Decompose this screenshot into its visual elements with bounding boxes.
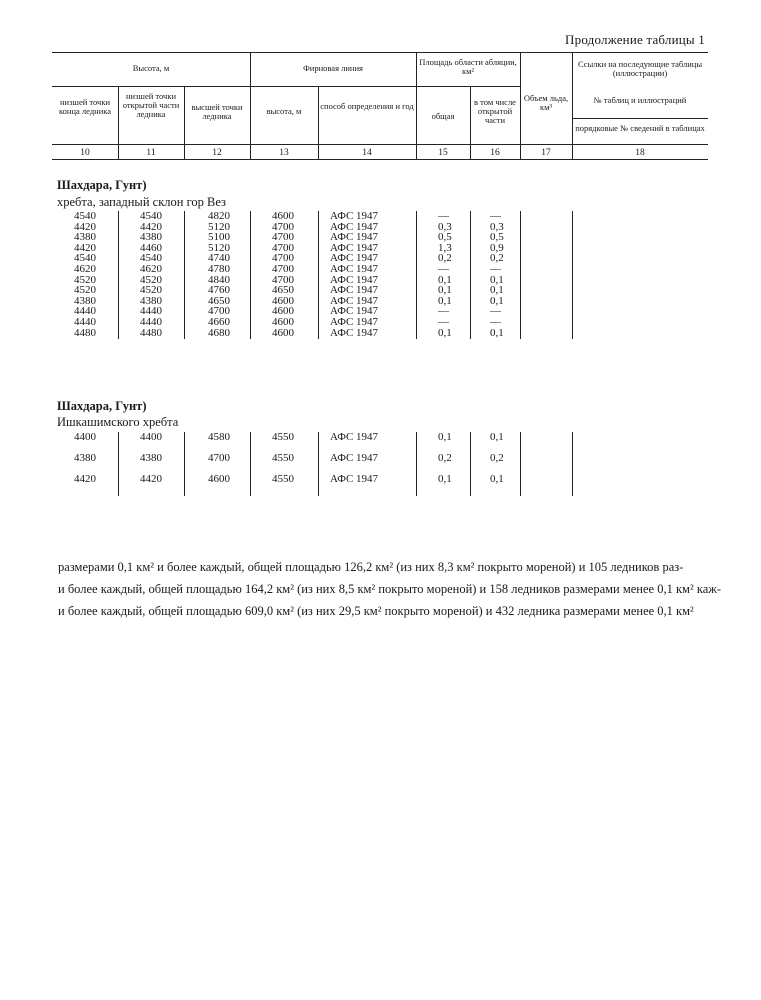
table-cell: 0,5 [490, 231, 504, 244]
table-cell: 4820 [208, 210, 230, 222]
column-divider [470, 211, 471, 339]
table-cell: 4440 [140, 305, 162, 318]
table-cell: 4680 [208, 326, 230, 339]
table-cell: 4620 [140, 263, 162, 275]
table-cell: 0,9 [490, 241, 504, 254]
table-cell: 4380 [74, 231, 96, 244]
table-cell: 0,2 [490, 452, 504, 464]
header-col14: способ определения и год [320, 101, 414, 111]
table-cell: 4740 [208, 252, 230, 265]
section-subtitle: хребта, западный склон гор Вез [57, 195, 226, 209]
table-cell: 0,2 [490, 252, 504, 265]
column-number: 14 [362, 148, 372, 158]
header-col10: низшей точки конца ледника [58, 97, 112, 116]
table-cell: 4400 [140, 431, 162, 443]
table-cell: АФС 1947 [330, 431, 379, 443]
table-cell: 4700 [208, 305, 230, 318]
table-cell: — [438, 263, 449, 275]
table-cell: 4650 [208, 294, 230, 307]
table-cell: 4600 [208, 473, 230, 485]
column-number: 13 [279, 148, 289, 158]
table-cell: 4550 [272, 452, 294, 464]
column-divider [520, 211, 521, 339]
data-block [52, 211, 708, 339]
table-cell: 4620 [74, 263, 96, 275]
table-cell: АФС 1947 [330, 241, 379, 254]
table-cell: 4600 [272, 210, 294, 222]
table-cell: 0,1 [490, 294, 504, 307]
table-cell: 4420 [74, 220, 96, 233]
table-cell: 4760 [208, 284, 230, 297]
table-cell: АФС 1947 [330, 316, 379, 328]
header-col16: в том числе открытой части [474, 97, 516, 125]
column-number: 12 [212, 148, 222, 158]
column-number: 11 [146, 148, 156, 158]
table-cell: 5120 [208, 241, 230, 254]
section-title: Шахдара, Гунт) [57, 399, 147, 413]
table-cell: 4420 [74, 473, 96, 485]
table-cell: 4650 [272, 284, 294, 297]
column-number: 18 [635, 148, 645, 158]
table-cell: 4700 [272, 273, 294, 286]
table-cell: АФС 1947 [330, 252, 379, 265]
column-divider [416, 432, 417, 496]
table-cell: — [438, 210, 449, 222]
table-cell: 4520 [74, 273, 96, 286]
table-cell: 4480 [74, 326, 96, 339]
table-cell: 4460 [140, 241, 162, 254]
table-cell: — [438, 316, 449, 328]
table-cell: 4380 [74, 294, 96, 307]
column-divider [250, 432, 251, 496]
column-number: 16 [490, 148, 500, 158]
table-cell: 4440 [74, 316, 96, 328]
header-refs-items: порядковые № сведений в таблицах [575, 123, 705, 133]
data-block [52, 432, 708, 496]
section-subtitle: Ишкашимского хребта [57, 415, 179, 429]
table-cell: АФС 1947 [330, 305, 379, 318]
table-cell: 4520 [140, 284, 162, 297]
table-cell: 0,1 [438, 273, 452, 286]
table-cell: АФС 1947 [330, 273, 379, 286]
table-cell: 4700 [272, 231, 294, 244]
table-cell: 4540 [74, 252, 96, 265]
header-col13: высота, м [266, 106, 302, 116]
table-cell: 4550 [272, 473, 294, 485]
table-cell: 1,3 [438, 241, 452, 254]
table-cell: — [490, 305, 501, 318]
table-cell: 4520 [140, 273, 162, 286]
table-cell: АФС 1947 [330, 452, 379, 464]
table-cell: 0,1 [490, 284, 504, 297]
table-cell: 4600 [272, 305, 294, 318]
table-cell: 4420 [140, 473, 162, 485]
column-divider [184, 211, 185, 339]
table-cell: АФС 1947 [330, 231, 379, 244]
table-cell: АФС 1947 [330, 210, 379, 222]
header-volume: Объем льда, км³ [523, 93, 569, 112]
table-cell: 4480 [140, 326, 162, 339]
table-cell: 4700 [272, 252, 294, 265]
table-cell: 4540 [140, 210, 162, 222]
table-cell: АФС 1947 [330, 326, 379, 339]
column-number: 17 [541, 148, 551, 158]
table-cell: 4380 [140, 231, 162, 244]
table-cell: 4550 [272, 431, 294, 443]
column-divider [416, 211, 417, 339]
table-cell: 0,2 [438, 252, 452, 265]
text-line: и более каждый, общей площадью 164,2 км² (из них 8,5 км² покрыто мореной) и 158 ледников размерами менее 0,1 км² каж- [58, 582, 722, 596]
table-cell: 4840 [208, 273, 230, 286]
table-cell: 4600 [272, 294, 294, 307]
table-cell: 4440 [140, 316, 162, 328]
table-cell: 4380 [74, 452, 96, 464]
table-cell: 0,2 [438, 452, 452, 464]
table-cell: 5100 [208, 231, 230, 244]
table-cell: 4420 [140, 220, 162, 233]
column-divider [318, 211, 319, 339]
column-divider [572, 432, 573, 496]
table-cell: 4780 [208, 263, 230, 275]
table-cell: 0,1 [490, 431, 504, 443]
table-cell: 4700 [272, 241, 294, 254]
column-divider [184, 432, 185, 496]
header-col11: низшей точки открытой части ледника [122, 91, 180, 119]
table-cell: — [438, 305, 449, 318]
column-divider [572, 211, 573, 339]
table-cell: 4540 [140, 252, 162, 265]
table-cell: 5120 [208, 220, 230, 233]
table-cell: АФС 1947 [330, 284, 379, 297]
column-divider [118, 432, 119, 496]
header-refs-group: Ссылки на последующие таблицы (иллюстрации) [577, 59, 703, 78]
column-divider [250, 211, 251, 339]
header-refs-tables: № таблиц и иллюстраций [593, 95, 687, 105]
table-cell: 4440 [74, 305, 96, 318]
table-cell: 0,1 [490, 473, 504, 485]
table-caption: Продолжение таблицы 1 [565, 32, 705, 47]
header-height-group: Высота, м [132, 63, 170, 73]
table-cell: 4380 [140, 452, 162, 464]
table-cell: 4660 [208, 316, 230, 328]
table-cell: АФС 1947 [330, 220, 379, 233]
table-cell: 0,1 [438, 326, 452, 339]
table-cell: — [490, 263, 501, 275]
table-cell: 0,1 [490, 273, 504, 286]
table-cell: 0,1 [438, 284, 452, 297]
table-cell: АФС 1947 [330, 473, 379, 485]
column-divider [470, 432, 471, 496]
column-divider [520, 432, 521, 496]
text-line: и более каждый, общей площадью 609,0 км² (из них 29,5 км² покрыто мореной) и 432 ледника размерами менее 0,1 км² [58, 604, 694, 618]
table-cell: 4380 [140, 294, 162, 307]
table-cell: 4420 [74, 241, 96, 254]
table-cell: 0,1 [438, 431, 452, 443]
table-cell: 4700 [272, 220, 294, 233]
table-cell: 0,1 [438, 473, 452, 485]
table-cell: 0,1 [490, 326, 504, 339]
header-ablation-group: Площадь области абляции, км² [419, 57, 517, 76]
table-cell: АФС 1947 [330, 263, 379, 275]
table-cell: — [490, 316, 501, 328]
table-cell: 4520 [74, 284, 96, 297]
table-header [52, 52, 708, 159]
table-cell: 4400 [74, 431, 96, 443]
table-cell: — [490, 210, 501, 222]
table-cell: 0,1 [438, 294, 452, 307]
text-line: размерами 0,1 км² и более каждый, общей площадью 126,2 км² (из них 8,3 км² покрыто мореной) и 105 ледников раз- [58, 560, 684, 574]
table-cell: 0,5 [438, 231, 452, 244]
header-firn-group: Фирновая линия [303, 63, 363, 73]
table-cell: АФС 1947 [330, 294, 379, 307]
header-col12: высшей точки ледника [191, 102, 243, 121]
table-cell: 4600 [272, 326, 294, 339]
column-number: 15 [438, 148, 448, 158]
table-cell: 4580 [208, 431, 230, 443]
table-cell: 0,3 [438, 220, 452, 233]
table-cell: 0,3 [490, 220, 504, 233]
column-number: 10 [80, 148, 90, 158]
header-col15: общая [431, 111, 455, 121]
table-cell: 4700 [208, 452, 230, 464]
column-divider [318, 432, 319, 496]
section-title: Шахдара, Гунт) [57, 178, 147, 192]
table-cell: 4600 [272, 316, 294, 328]
table-cell: 4540 [74, 210, 96, 222]
column-divider [118, 211, 119, 339]
table-cell: 4700 [272, 263, 294, 275]
